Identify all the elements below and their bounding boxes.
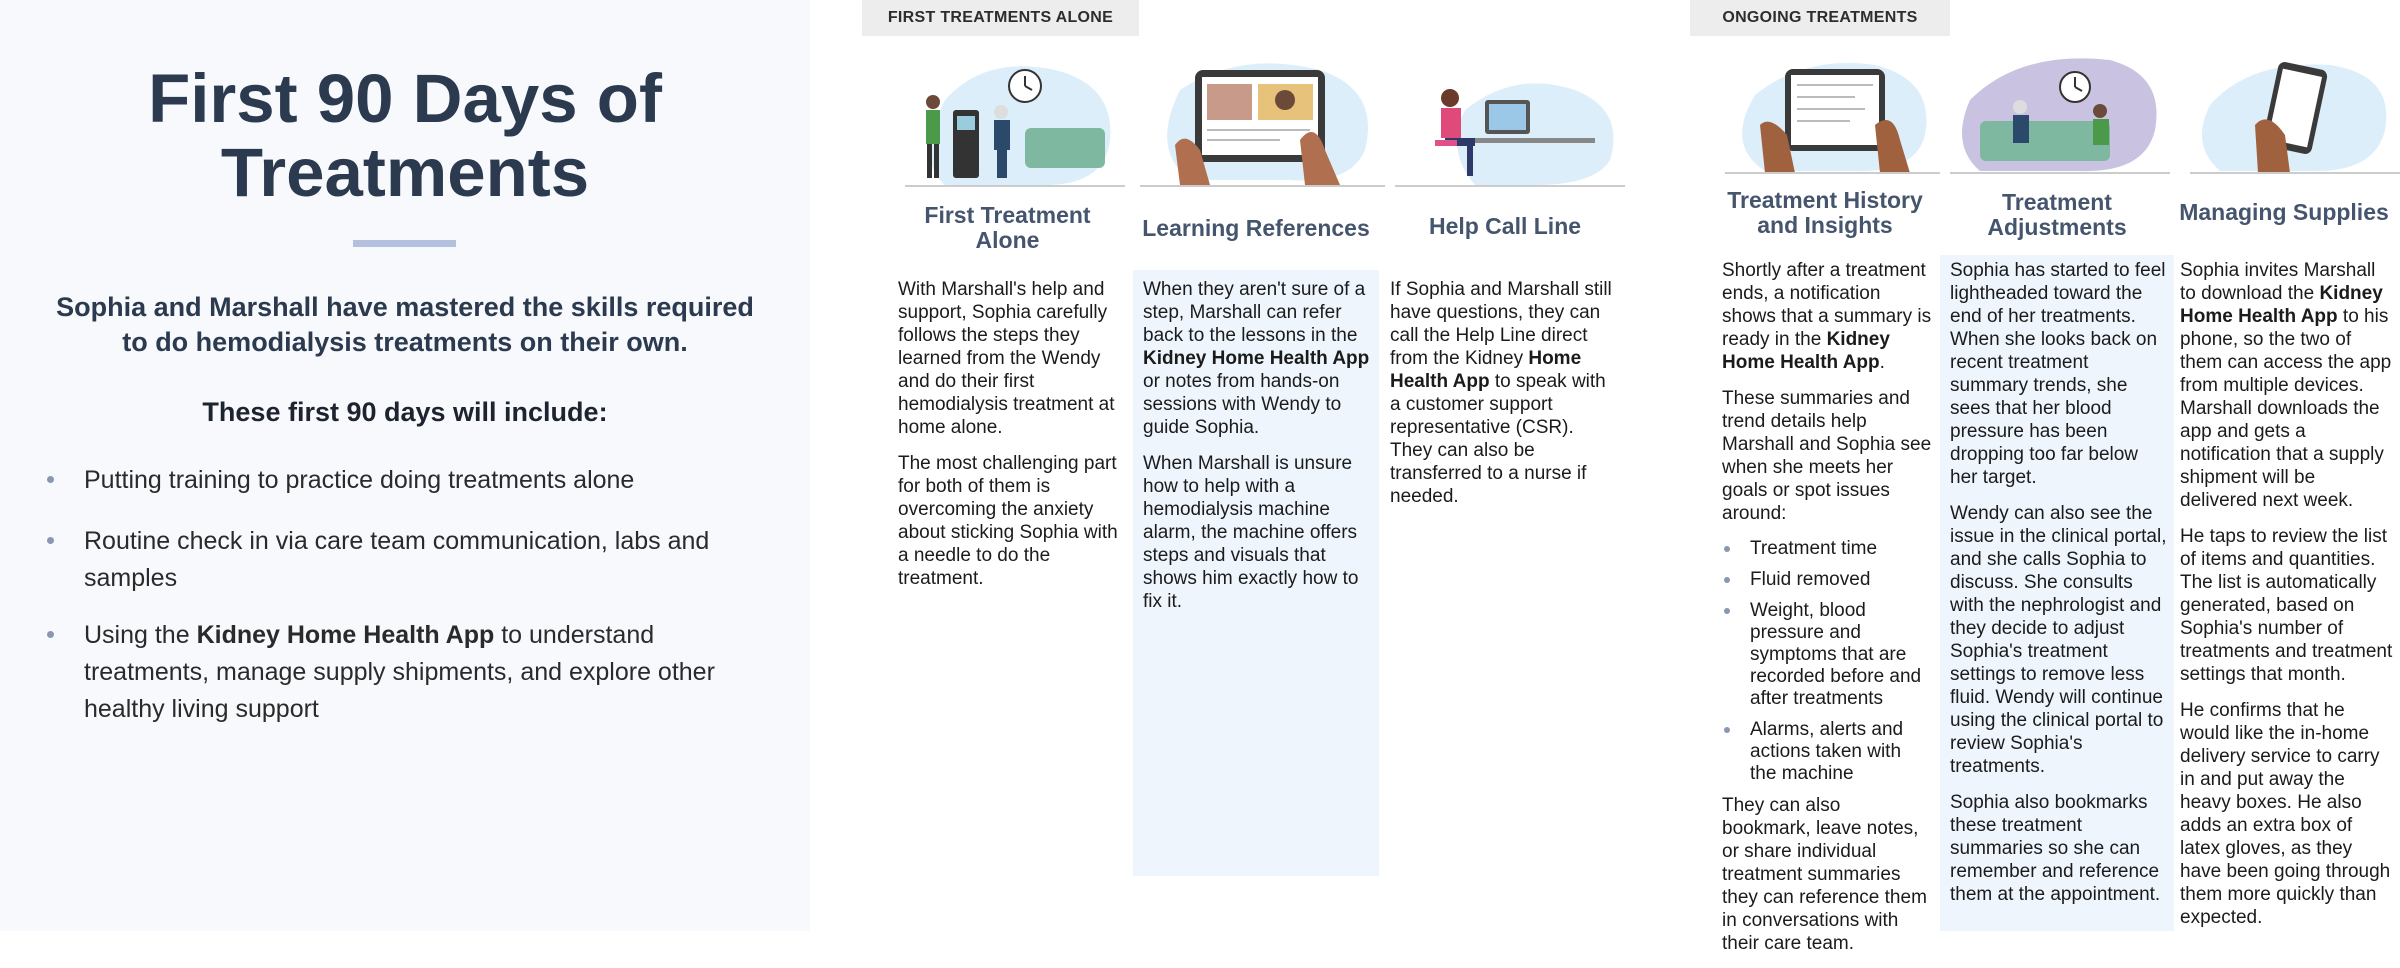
text-run: to his phone, so the two of them can access the app from multiple devices. Marshall downloads the app and gets a notification that a supply shipment will be delivered next week. bbox=[2180, 306, 2392, 511]
paragraph bbox=[1722, 259, 1932, 374]
paragraph bbox=[1390, 278, 1620, 508]
column-body-managing-supplies bbox=[2180, 259, 2396, 942]
insights-list bbox=[1722, 538, 1932, 785]
text-run: . bbox=[1879, 352, 1885, 373]
bullet-dot-icon bbox=[47, 631, 54, 638]
list-subheading: These first 90 days will include: bbox=[202, 397, 608, 427]
column-heading-treatment-adjustments: Treatment Adjustments bbox=[1987, 189, 2127, 240]
column-heading-first-treatment: First Treatment Alone bbox=[924, 202, 1091, 253]
paragraph: Sophia also bookmarks these treatment summaries so she can remember and reference them at the appointment. bbox=[1950, 792, 2161, 905]
paragraph: They can also bookmark, leave notes, or share individual treatment summaries they can reference them in conversations with their care team. bbox=[1722, 795, 1927, 954]
column-body-learning-references bbox=[1143, 278, 1375, 626]
list-item-text bbox=[52, 617, 772, 728]
section-label-first-treatments: FIRST TREATMENTS ALONE bbox=[862, 0, 1139, 36]
treatment-history-tablet-illustration bbox=[1725, 55, 1940, 175]
list-item bbox=[52, 617, 772, 728]
call-line-illustration bbox=[1395, 60, 1625, 188]
paragraph: He confirms that he would like the in-home delivery service to carry in and put away the heavy boxes. He also adds an extra box of latex gloves, as they have been going through them more quickly than expected. bbox=[2180, 700, 2391, 928]
paragraph: With Marshall's help and support, Sophia carefully follows the steps they learned from the Wendy and do their first hemodialysis treatment at home alone. bbox=[898, 279, 1115, 438]
paragraph: The most challenging part for both of them is overcoming the anxiety about sticking Sophia with a needle to do the treatment. bbox=[898, 453, 1118, 589]
paragraph: He taps to review the list of items and quantities. The list is automatically generated, based on Sophia's number of treatments and treatment settings that month. bbox=[2180, 526, 2393, 685]
list-item-text: Putting training to practice doing treatments alone bbox=[84, 466, 635, 494]
paragraph bbox=[1143, 278, 1375, 439]
home-treatment-illustration bbox=[905, 60, 1125, 188]
section-label-ongoing-treatments: ONGOING TREATMENTS bbox=[1690, 0, 1950, 36]
paragraph bbox=[2180, 259, 2396, 512]
phone-app-illustration bbox=[2190, 55, 2400, 175]
bullet-dot-icon bbox=[47, 476, 54, 483]
intro-text: Sophia and Marshall have mastered the skills required to do hemodialysis treatments on their own. bbox=[56, 292, 754, 357]
tablet-lesson-illustration bbox=[1140, 60, 1385, 188]
list-item: Treatment time bbox=[1722, 538, 1932, 560]
list-item bbox=[52, 462, 772, 499]
text-run: If Sophia and Marshall still have questions, they can call the Help Line direct from the Kidney bbox=[1390, 279, 1612, 369]
column-body-first-treatment bbox=[898, 278, 1130, 603]
app-name: Kidney Home Health App bbox=[1143, 348, 1370, 369]
app-name: Kidney Home Health App bbox=[2180, 283, 2383, 327]
text-run: to understand treatments, manage supply shipments, and explore other healthy living support bbox=[84, 621, 715, 723]
text-run: Using the bbox=[84, 621, 197, 649]
column-body-treatment-history bbox=[1722, 259, 1932, 968]
text-run: Sophia invites Marshall to download the bbox=[2180, 260, 2376, 304]
title-divider bbox=[353, 240, 456, 247]
intro-panel bbox=[0, 0, 810, 931]
column-heading-managing-supplies: Managing Supplies bbox=[2179, 199, 2389, 225]
bullet-dot-icon bbox=[47, 537, 54, 544]
list-item: Alarms, alerts and actions taken with the machine bbox=[1722, 719, 1932, 785]
paragraph: Wendy can also see the issue in the clinical portal, and she calls Sophia to discuss. She consults with the nephrologist and they decide to adjust Sophia's treatment settings to remove less fluid. Wendy will continue using the clinical portal to review Sophia's treatments. bbox=[1950, 503, 2167, 777]
text-run: to speak with a customer support representative (CSR). They can also be transferred to a nurse if needed. bbox=[1390, 371, 1606, 507]
paragraph: When Marshall is unsure how to help with a hemodialysis machine alarm, the machine offers steps and visuals that shows him exactly how to fix it. bbox=[1143, 453, 1359, 612]
app-name: Kidney Home Health App bbox=[1722, 329, 1890, 373]
column-body-help-call-line bbox=[1390, 278, 1620, 521]
column-heading-help-call-line: Help Call Line bbox=[1428, 213, 1582, 239]
text-run: When they aren't sure of a step, Marshall can refer back to the lessons in the bbox=[1143, 279, 1366, 346]
column-heading-learning-references: Learning References bbox=[1142, 215, 1370, 241]
column-body-treatment-adjustments bbox=[1950, 259, 2168, 919]
list-item-text: Routine check in via care team communication, labs and samples bbox=[84, 527, 710, 592]
list-item: Fluid removed bbox=[1722, 569, 1932, 591]
app-name: Home Health App bbox=[1390, 348, 1582, 392]
paragraph: Sophia has started to feel lightheaded toward the end of her treatments. When she looks back on recent treatment summary trends, she sees that her blood pressure has been dropping too far below her target. bbox=[1950, 260, 2166, 488]
app-name: Kidney Home Health App bbox=[196, 621, 495, 649]
paragraph: These summaries and trend details help Marshall and Sophia see when she meets her goals or spot issues around: bbox=[1722, 388, 1932, 524]
text-run: Shortly after a treatment ends, a notification shows that a summary is ready in the bbox=[1722, 260, 1932, 350]
list-item bbox=[52, 523, 772, 597]
text-run: or notes from hands-on sessions with Wendy to guide Sophia. bbox=[1143, 371, 1342, 438]
column-heading-treatment-history: Treatment History and Insights bbox=[1727, 187, 1923, 238]
list-item: Weight, blood pressure and symptoms that are recorded before and after treatments bbox=[1722, 600, 1932, 710]
living-room-illustration bbox=[1950, 55, 2170, 175]
page-title: First 90 Days of Treatments bbox=[148, 60, 662, 211]
